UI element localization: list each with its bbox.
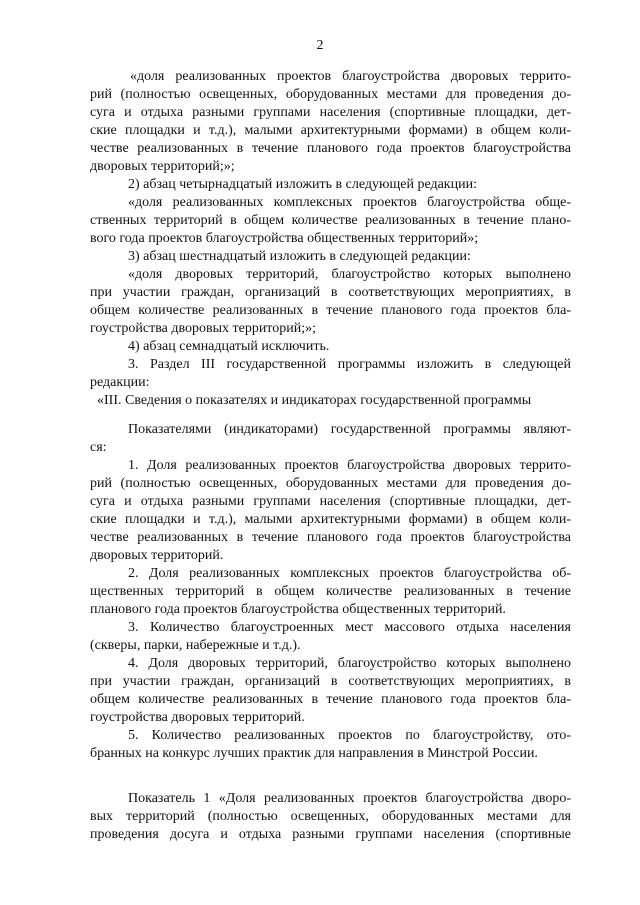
text-line: 2) абзац четырнадцатый изложить в следующей редакции:	[128, 177, 477, 192]
text-line: щественных территорий в общем количестве реализованных в течение	[90, 584, 571, 599]
text-line: 5. Количество реализованных проектов по благоустройству, ото-	[128, 728, 571, 743]
text-line: вого года проектов благоустройства общественных территорий»;	[90, 231, 479, 246]
text-line: Показателями (индикаторами) государственной программы являют-	[128, 422, 571, 437]
text-line: 3) абзац шестнадцатый изложить в следующей редакции:	[128, 249, 471, 264]
text-line: «доля дворовых территорий, благоустройство которых выполнено	[128, 267, 571, 282]
text-line: гоустройства дворовых территорий;»;	[90, 321, 317, 336]
text-line: ся:	[90, 440, 107, 455]
text-line: рий (полностью освещенных, оборудованных местами для проведения до-	[90, 476, 571, 491]
text-line: планового года проектов благоустройства общественных территорий.	[90, 602, 506, 617]
text-line: гоустройства дворовых территорий.	[90, 710, 305, 725]
text-line: «доля реализованных проектов благоустройства дворовых террито-	[130, 69, 571, 84]
text-line: честве реализованных в течение планового года проектов благоустройства	[90, 141, 571, 156]
text-line: дворовых территорий;»;	[90, 159, 235, 174]
text-line: 4. Доля дворовых территорий, благоустройство которых выполнено	[128, 656, 571, 671]
text-line: рий (полностью освещенных, оборудованных местами для проведения до-	[90, 87, 571, 102]
text-line: 2. Доля реализованных комплексных проектов благоустройства об-	[128, 566, 571, 581]
text-line: суга и отдыха разными группами населения (спортивные площадки, дет-	[90, 494, 571, 509]
text-line: проведения досуга и отдыха разными группами населения (спортивные	[90, 827, 571, 842]
text-line: бранных на конкурс лучших практик для направления в Минстрой России.	[90, 746, 538, 761]
text-line: суга и отдыха разными группами населения (спортивные площадки, дет-	[90, 105, 571, 120]
section-heading: «III. Сведения о показателях и индикаторах государственной программы	[97, 393, 532, 408]
text-line: честве реализованных в течение планового года проектов благоустройства	[90, 530, 571, 545]
page-number: 2	[316, 38, 324, 53]
text-line: дворовых территорий.	[90, 548, 224, 563]
text-line: общем количестве реализованных в течение планового года проектов бла-	[90, 303, 571, 318]
text-line: общем количестве реализованных в течение планового года проектов бла-	[90, 692, 571, 707]
text-line: ские площадки и т.д.), малыми архитектурными формами) в общем коли-	[90, 512, 571, 527]
text-line: (скверы, парки, набережные и т.д.).	[90, 638, 301, 653]
text-line: 4) абзац семнадцатый исключить.	[128, 339, 330, 354]
text-line: «доля реализованных комплексных проектов благоустройства обще-	[128, 195, 571, 210]
text-line: Показатель 1 «Доля реализованных проектов благоустройства дворо-	[128, 791, 571, 806]
text-line: при участии граждан, организаций в соответствующих мероприятиях, в	[90, 285, 571, 300]
text-line: 3. Раздел III государственной программы изложить в следующей	[128, 357, 571, 372]
text-line: 1. Доля реализованных проектов благоустройства дворовых террито-	[128, 458, 571, 473]
text-line: 3. Количество благоустроенных мест массового отдыха населения	[128, 620, 571, 635]
text-line: ские площадки и т.д.), малыми архитектурными формами) в общем коли-	[90, 123, 571, 138]
text-line: ственных территорий в общем количестве реализованных в течение плано-	[90, 213, 571, 228]
text-line: при участии граждан, организаций в соответствующих мероприятиях, в	[90, 674, 571, 689]
text-line: редакции:	[90, 375, 150, 390]
text-line: вых территорий (полностью освещенных, оборудованных местами для	[90, 809, 571, 824]
